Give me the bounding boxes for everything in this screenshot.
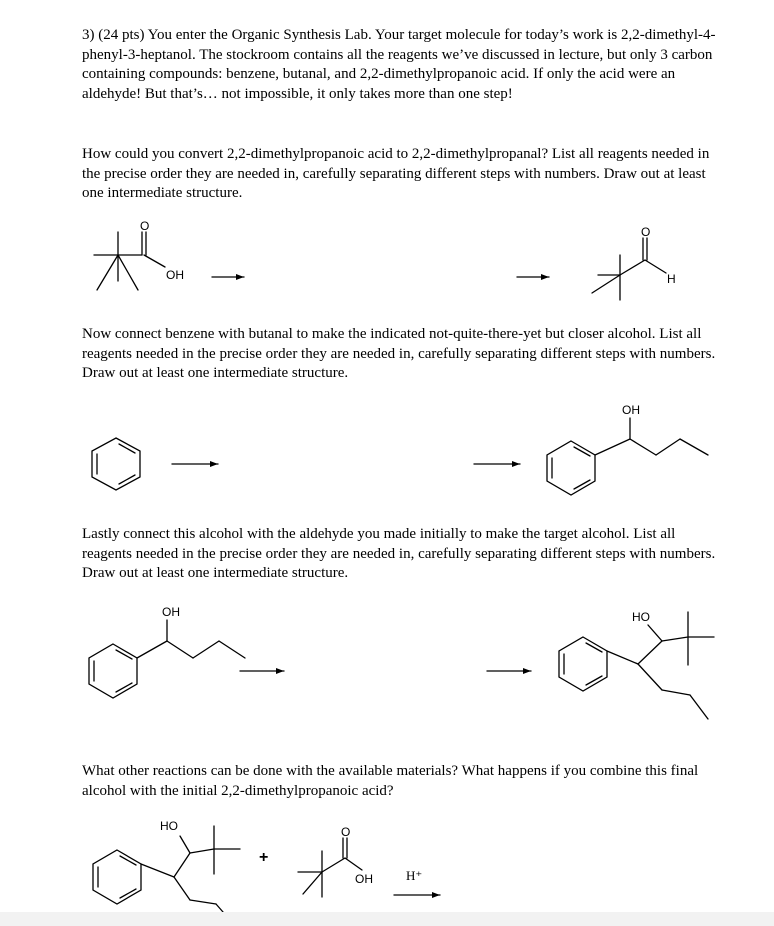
reaction-arrow xyxy=(240,668,284,674)
reaction-arrow xyxy=(172,461,218,467)
benzene-structure xyxy=(92,438,140,490)
hydroxyl-label: OH xyxy=(622,403,640,417)
target-alcohol-structure xyxy=(93,819,240,920)
carbonyl-oxygen-label: O xyxy=(140,219,150,233)
hydroxyl-label: HO xyxy=(160,819,178,833)
pivalic-acid-structure xyxy=(298,825,373,897)
target-alcohol-structure xyxy=(559,610,714,719)
pivalic-acid-structure xyxy=(94,219,184,290)
aldehyde-hydrogen-label: H xyxy=(667,272,676,286)
reaction-arrow xyxy=(487,668,531,674)
question-intro: 3) (24 pts) You enter the Organic Synthesis Lab. Your target molecule for today’s work is 2,2-dimethyl-4-phenyl-3-heptanol. The stockroom contains all the reagents we’ve discussed in lecture, but only 3 carbon containing compounds: benzene, butanal, and 2,2-dimethylpropanoic acid. If only the acid were an aldehyde! But that’s… not impossible, it only takes more than one step! xyxy=(82,27,716,102)
phenylbutanol-structure xyxy=(547,403,708,495)
carbonyl-oxygen-label: O xyxy=(341,825,351,839)
page-bottom-edge xyxy=(0,912,774,926)
reaction-arrow xyxy=(394,892,440,898)
carbonyl-oxygen-label: O xyxy=(641,225,651,239)
hydroxyl-label: OH xyxy=(166,268,184,282)
acid-catalyst-label: H⁺ xyxy=(406,868,423,883)
question-part-d: What other reactions can be done with the available materials? What happens if you combine this final alcohol with the initial 2,2-dimethylpropanoic acid? xyxy=(82,763,699,799)
reaction-arrow xyxy=(474,461,520,467)
reaction-arrow xyxy=(517,274,549,280)
hydroxyl-label: OH xyxy=(355,872,373,886)
hydroxyl-label: HO xyxy=(632,610,650,624)
pivaldehyde-structure xyxy=(592,225,676,300)
question-part-c: Lastly connect this alcohol with the aldehyde you made initially to make the target alcohol. List all reagents needed in the precise order they are needed in, carefully separating different steps with numbers. Draw out at least one intermediate structure. xyxy=(82,526,716,581)
question-part-a: How could you convert 2,2-dimethylpropanoic acid to 2,2-dimethylpropanal? List all reagents needed in the precise order they are needed in, carefully separating different steps with numbers. Draw out at least one intermediate structure. xyxy=(82,146,710,201)
hydroxyl-label: OH xyxy=(162,605,180,619)
plus-sign: + xyxy=(259,849,269,866)
phenylbutanol-structure xyxy=(89,605,245,698)
question-part-b: Now connect benzene with butanal to make the indicated not-quite-there-yet but closer alcohol. List all reagents needed in the precise order they are needed in, carefully separating different steps with numbers. Draw out at least one intermediate structure. xyxy=(82,326,716,381)
reaction-arrow xyxy=(212,274,244,280)
